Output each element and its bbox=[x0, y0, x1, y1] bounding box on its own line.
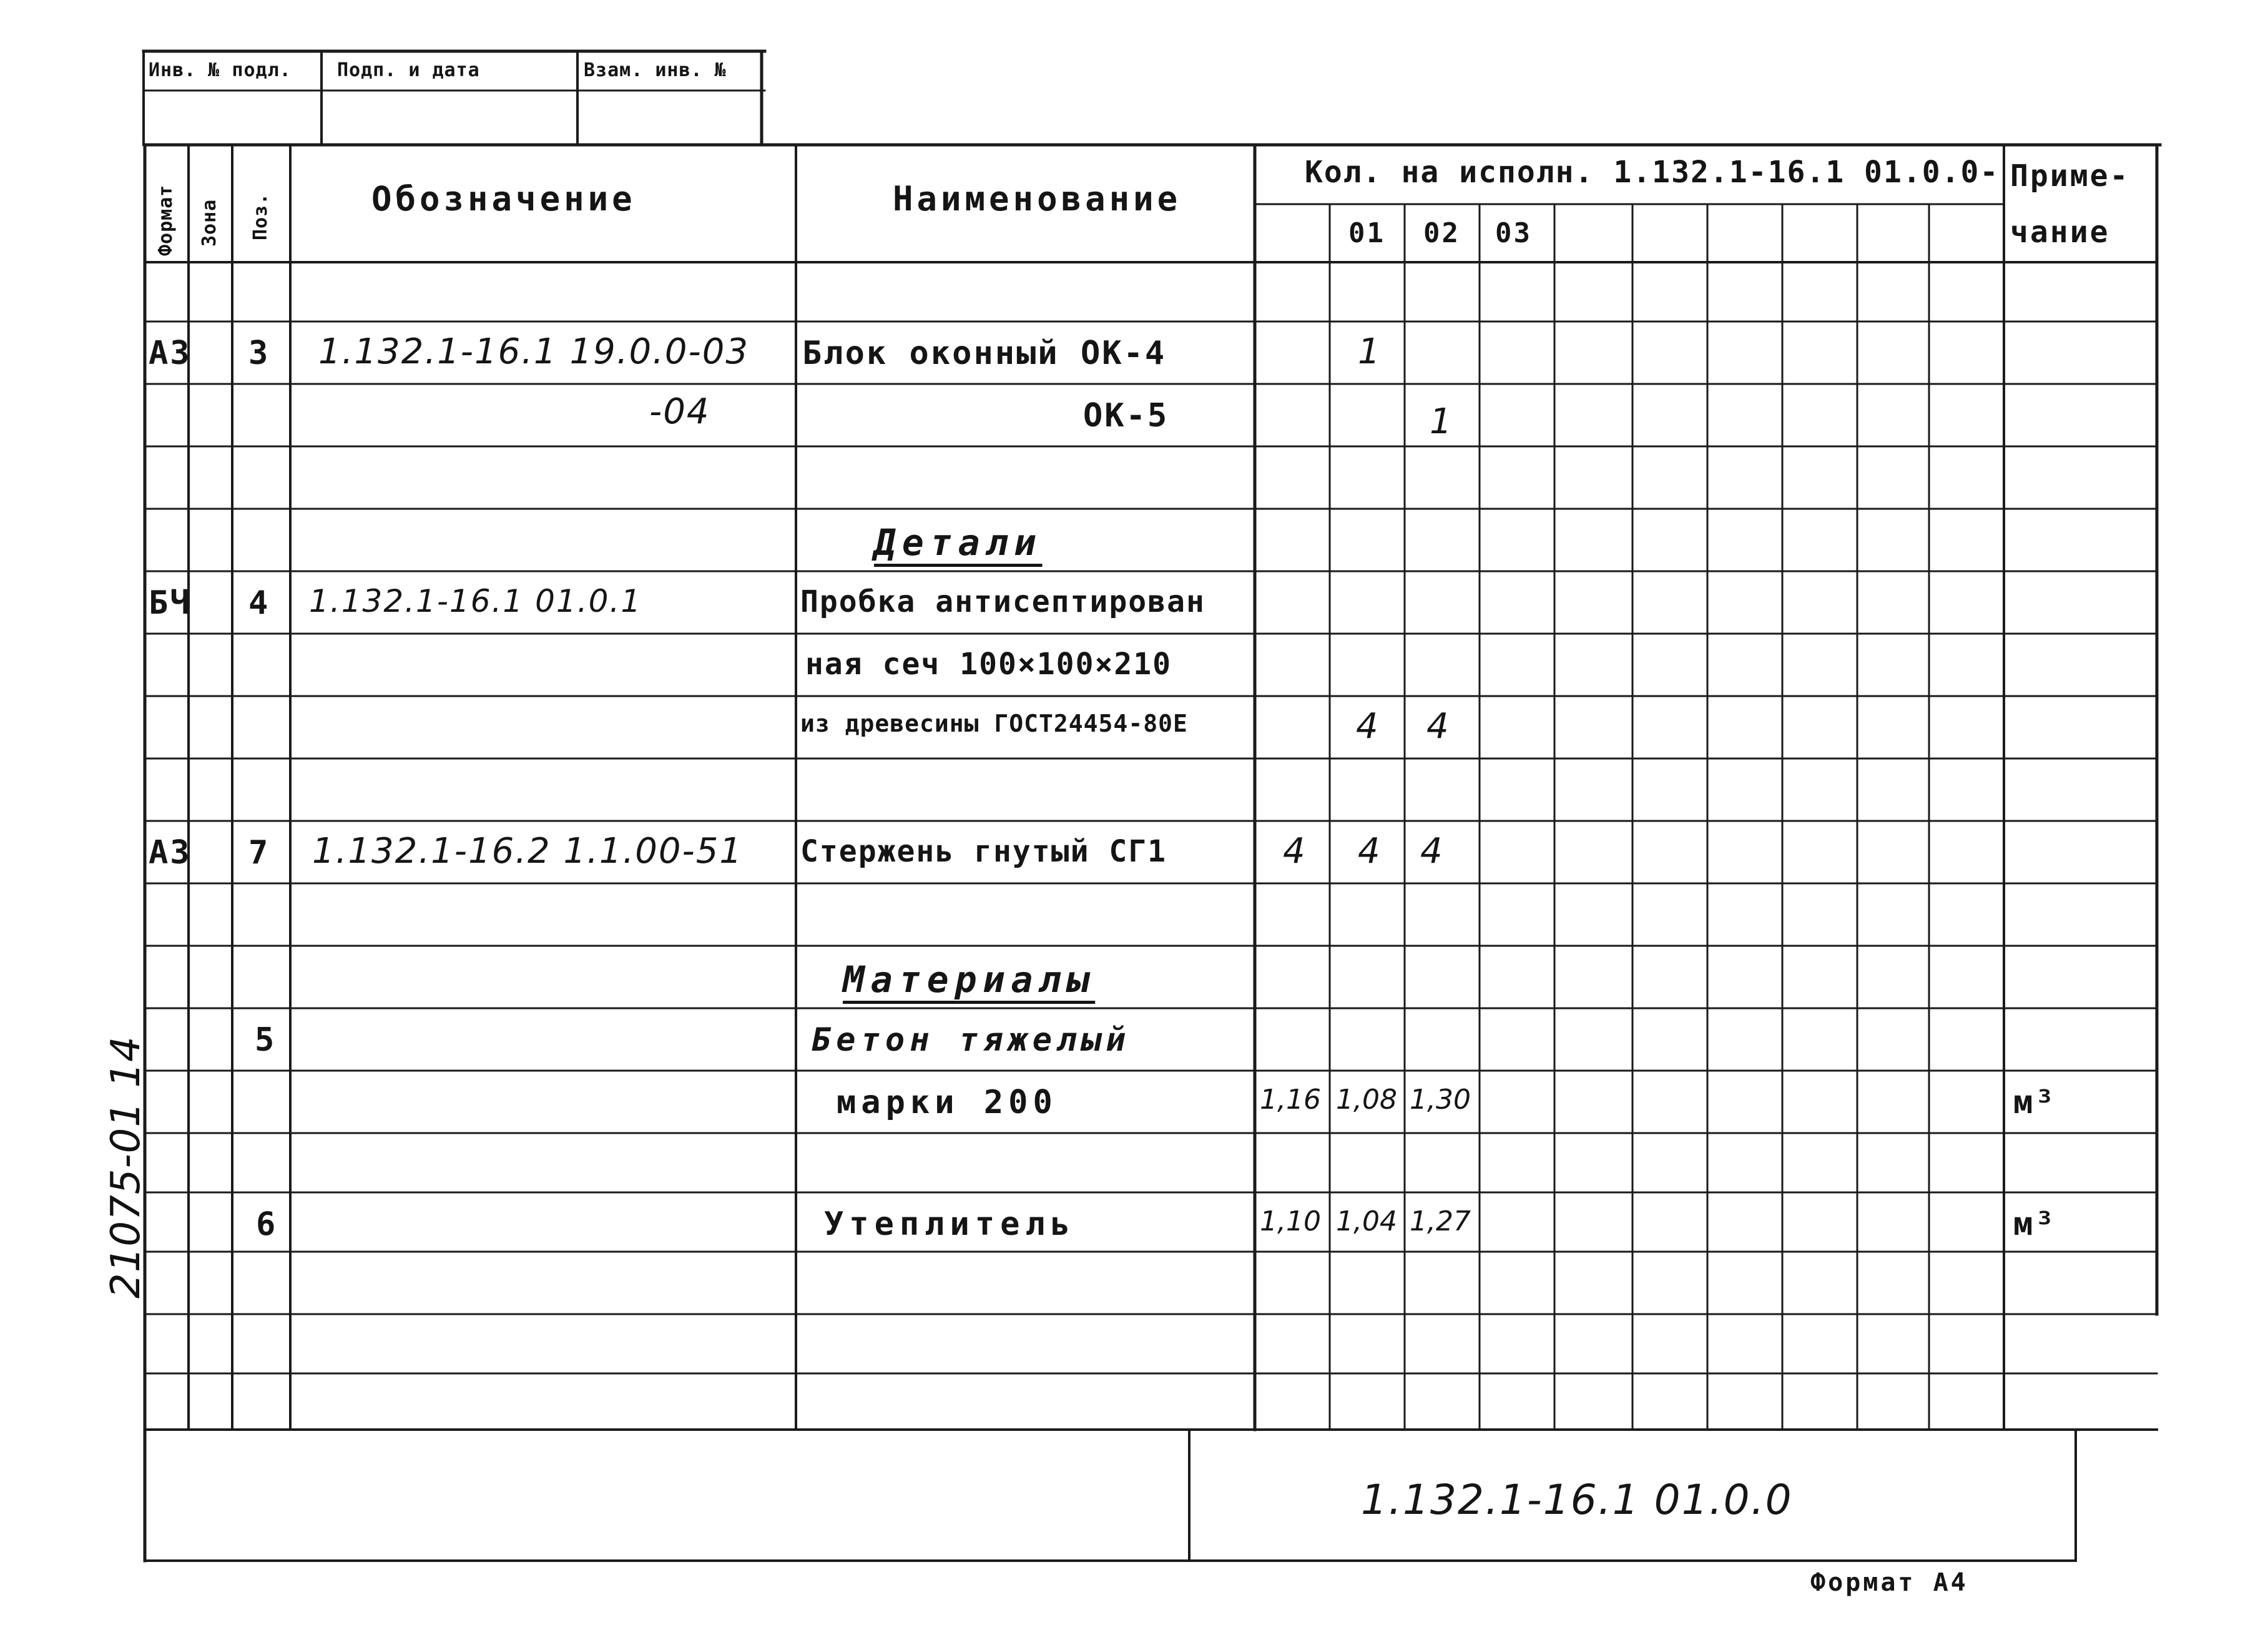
row4-format: БЧ bbox=[149, 584, 192, 622]
section-detali: Детали bbox=[874, 521, 1043, 564]
header-primechanie-2: чание bbox=[2010, 215, 2110, 250]
row1-oboznachenie: 1.132.1-16.1 19.0.0-03 bbox=[318, 331, 750, 372]
row11-naimenovanie: Утеплитель bbox=[824, 1205, 1076, 1243]
row7-q2: 4 bbox=[1420, 831, 1444, 872]
row2-oboznachenie: -04 bbox=[649, 391, 710, 432]
row6-q1: 4 bbox=[1356, 706, 1380, 747]
section-materialy: Материалы bbox=[843, 958, 1096, 1001]
stamp-inv-podl: Инв. № подл. bbox=[149, 59, 292, 81]
row1-format: А3 bbox=[149, 335, 192, 372]
header-primechanie-1: Приме- bbox=[2010, 159, 2130, 194]
row7-q0: 4 bbox=[1283, 831, 1307, 872]
row1-naimenovanie: Блок оконный ОК-4 bbox=[802, 335, 1167, 372]
row6-q2: 4 bbox=[1426, 706, 1450, 747]
row4-naimenovanie: Пробка антисептирован bbox=[800, 584, 1205, 619]
row7-naimenovanie: Стержень гнутый СГ1 bbox=[800, 834, 1167, 869]
row11-poz: 6 bbox=[256, 1205, 278, 1243]
row10-q2: 1,30 bbox=[1410, 1084, 1471, 1116]
row11-note: м³ bbox=[2013, 1205, 2056, 1243]
row10-q0: 1,16 bbox=[1260, 1084, 1321, 1116]
row1-q1: 1 bbox=[1358, 331, 1382, 372]
row11-q2: 1,27 bbox=[1410, 1205, 1471, 1237]
row10-note: м³ bbox=[2013, 1084, 2056, 1121]
row7-format: А3 bbox=[149, 834, 192, 872]
header-kol-na-ispoln: Кол. на исполн. 1.132.1-16.1 01.0.0- bbox=[1305, 155, 2000, 190]
row1-poz: 3 bbox=[248, 335, 270, 372]
side-label: 21075-01 14 bbox=[103, 1036, 149, 1299]
row2-q2: 1 bbox=[1430, 401, 1453, 442]
row10-naimenovanie: марки 200 bbox=[837, 1084, 1058, 1121]
stamp-podp-data: Подп. и дата bbox=[337, 59, 480, 81]
row11-q0: 1,10 bbox=[1260, 1205, 1321, 1237]
header-oboznachenie: Обозначение bbox=[371, 179, 636, 219]
header-naimenovanie: Наименование bbox=[893, 179, 1182, 219]
header-ispoln-01: 01 bbox=[1348, 217, 1385, 249]
format-label: Формат А4 bbox=[1810, 1568, 1968, 1597]
title-block-code: 1.132.1-16.1 01.0.0 bbox=[1361, 1476, 1793, 1524]
row6-naimenovanie: из древесины ГОСТ24454-80Е bbox=[800, 710, 1188, 737]
row5-naimenovanie: ная сеч 100×100×210 bbox=[805, 647, 1172, 682]
header-ispoln-02: 02 bbox=[1423, 217, 1460, 249]
header-poz: Поз. bbox=[250, 192, 272, 240]
row11-q1: 1,04 bbox=[1336, 1205, 1397, 1237]
row7-poz: 7 bbox=[248, 834, 270, 872]
stamp-vzam-inv: Взам. инв. № bbox=[584, 59, 727, 81]
row9-naimenovanie: Бетон тяжелый bbox=[812, 1021, 1131, 1059]
header-format: Формат bbox=[155, 184, 177, 256]
row9-poz: 5 bbox=[255, 1021, 277, 1059]
header-ispoln-03: 03 bbox=[1495, 217, 1532, 249]
row2-naimenovanie: ОК-5 bbox=[1083, 397, 1169, 435]
row4-poz: 4 bbox=[248, 584, 270, 622]
row7-q1: 4 bbox=[1358, 831, 1382, 872]
header-zona: Зона bbox=[199, 199, 220, 247]
row10-q1: 1,08 bbox=[1336, 1084, 1397, 1116]
row7-oboznachenie: 1.132.1-16.2 1.1.00-51 bbox=[312, 831, 744, 872]
row4-oboznachenie: 1.132.1-16.1 01.0.1 bbox=[309, 583, 642, 619]
